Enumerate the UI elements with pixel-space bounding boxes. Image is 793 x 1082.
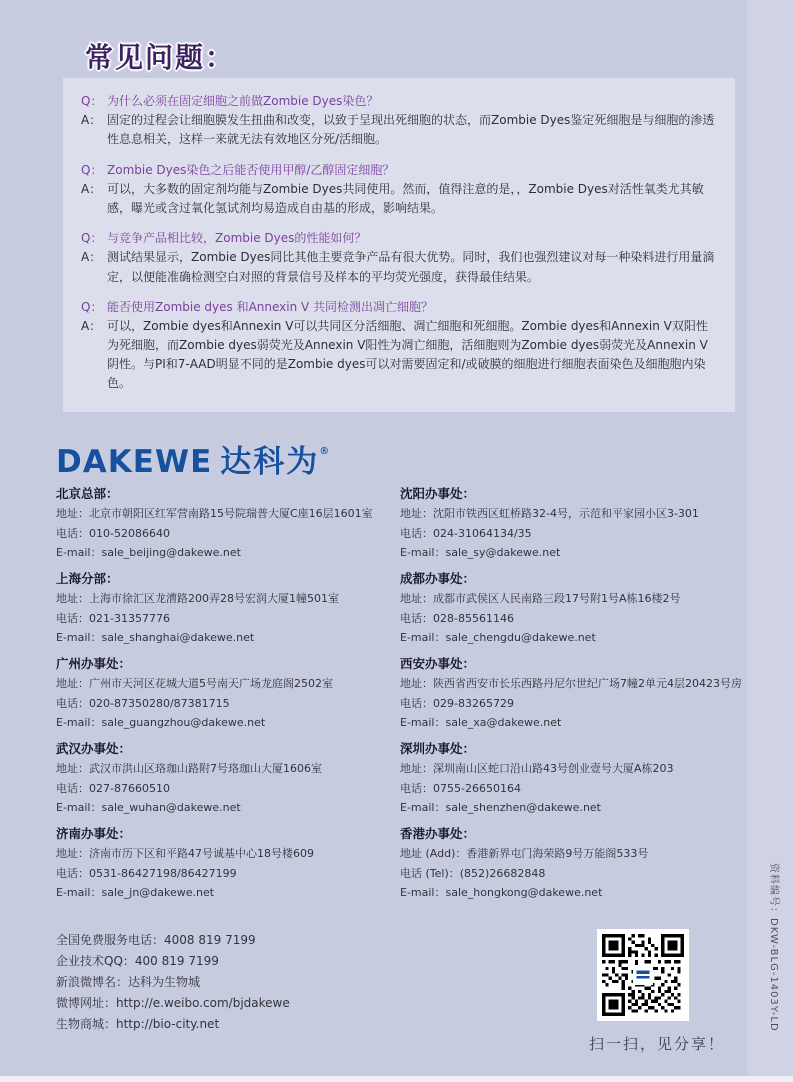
offices-right-column: [400, 484, 750, 909]
office-email: E-mail：sale_wuhan@dakewe.net: [56, 801, 241, 814]
office-phone: 电话：024-31064134/35: [400, 526, 532, 540]
weibo-url: 微博网址：http://e.weibo.com/bjdakewe: [56, 996, 290, 1010]
faq-answer: [81, 180, 715, 218]
answer-text: 测试结果显示，Zombie Dyes同比其他主要竞争产品有很大优势。同时，我们也强烈建议对每一种染料进行用量滴定，以便能准确检测空白对照的背景信号及样本的平均荧光强度，获得最佳结果。: [107, 250, 715, 284]
office-email: E-mail：sale_guangzhou@dakewe.net: [56, 716, 266, 729]
office-address: 地址：上海市徐汇区龙漕路200弄28号宏润大厦1幢501室: [56, 592, 339, 605]
office-email: E-mail：sale_shanghai@dakewe.net: [56, 631, 255, 644]
question-text: 为什么必须在固定细胞之前做Zombie Dyes染色？: [107, 94, 379, 108]
office-email: E-mail：sale_shenzhen@dakewe.net: [400, 801, 601, 814]
office-block-shanghai: [56, 569, 396, 654]
faq-question: [81, 161, 715, 180]
registered-trademark-icon: ®: [319, 446, 331, 457]
office-address: 地址：沈阳市铁西区虹桥路32-4号，示范和平家园小区3-301: [400, 507, 699, 520]
page-title: 常见问题：: [85, 41, 236, 74]
office-phone: 电话：0531-86427198/86427199: [56, 866, 237, 880]
office-block-beijing: [56, 484, 396, 569]
office-email: E-mail：sale_hongkong@dakewe.net: [400, 886, 603, 899]
office-address: 地址：深圳南山区蛇口沿山路43号创业壹号大厦A栋203: [400, 762, 674, 775]
office-name: 深圳办事处：: [400, 741, 476, 756]
office-phone: 电话：028-85561146: [400, 611, 514, 625]
office-phone: 电话：029-83265729: [400, 696, 514, 710]
footer-contact-info: [56, 930, 290, 1035]
office-email: E-mail：sale_jn@dakewe.net: [56, 886, 215, 899]
office-block-shenzhen: [400, 739, 750, 824]
office-address: 地址：广州市天河区花城大道5号南天广场龙庭阁2502室: [56, 677, 333, 690]
office-address: 地址：武汉市洪山区珞珈山路附7号珞珈山大厦1606室: [56, 762, 322, 775]
question-label: Q：: [81, 231, 103, 246]
answer-label: A：: [81, 318, 102, 333]
tech-qq: 企业技术QQ：400 819 7199: [56, 954, 219, 968]
bottom-edge-strip: [0, 1076, 793, 1082]
qr-code-image: [602, 934, 684, 1016]
question-text: 能否使用Zombie dyes 和Annexin V 共同检测出凋亡细胞？: [107, 299, 434, 314]
office-phone: 电话 (Tel)：(852)26682848: [400, 866, 546, 880]
question-text: Zombie Dyes染色之后能否使用甲醇/乙醇固定细胞？: [107, 162, 395, 177]
office-email: E-mail：sale_xa@dakewe.net: [400, 716, 562, 729]
question-label: Q：: [81, 162, 103, 177]
faq-item: [81, 298, 715, 394]
office-block-wuhan: [56, 739, 396, 824]
office-address: 地址：北京市朝阳区红军营南路15号院瑞普大厦C座16层1601室: [56, 507, 373, 520]
office-name: 广州办事处：: [56, 656, 132, 671]
office-email: E-mail：sale_chengdu@dakewe.net: [400, 631, 596, 644]
service-hotline: 全国免费服务电话：4008 819 7199: [56, 933, 256, 947]
office-block-hongkong: [400, 824, 750, 909]
faq-item: [81, 229, 715, 287]
office-address: 地址：成都市武侯区人民南路三段17号附1号A栋16楼2号: [400, 592, 681, 605]
faq-answer: [81, 248, 715, 286]
office-phone: 电话：021-31357776: [56, 611, 170, 625]
office-phone: 电话：0755-26650164: [400, 781, 521, 795]
document-code: 资料编号：DKW-BLG-1403Y-LD: [768, 863, 779, 1032]
answer-text: 可以，Zombie dyes和Annexin V可以共同区分活细胞、凋亡细胞和死细胞。Zombie dyes和Annexin V双阳性为死细胞，而Zombie dyes弱荧光及Annexin V阳性为凋亡细胞，活细胞则为Zombie dyes弱荧光及Annexin V阴性。与PI和7-AAD明显不同的是Zombie dyes可以对需要固定和/或破膜的细胞进行细胞表面染色及细胞胞内染色。: [107, 318, 708, 391]
office-block-xian: [400, 654, 750, 739]
dakewe-logo: [56, 436, 330, 481]
answer-text: 可以，大多数的固定剂均能与Zombie Dyes共同使用。然而，值得注意的是，，Zombie Dyes对活性氧类尤其敏感，曝光或含过氧化氢试剂均易造成自由基的形成，影响结果。: [107, 181, 704, 215]
office-block-shenyang: [400, 484, 750, 569]
question-label: Q：: [81, 94, 103, 108]
office-name: 成都办事处：: [400, 571, 476, 586]
answer-label: A：: [81, 113, 102, 128]
office-email: E-mail：sale_sy@dakewe.net: [400, 546, 561, 559]
qr-caption: 扫一扫，见分享！: [589, 1035, 726, 1053]
faq-answer: [81, 317, 715, 394]
weibo-name: 新浪微博名：达科为生物城: [56, 975, 201, 989]
logo-latin-text: DAKEWE: [56, 444, 213, 480]
answer-label: A：: [81, 250, 102, 265]
offices-left-column: [56, 484, 396, 909]
faq-question: [81, 229, 715, 248]
office-name: 北京总部：: [56, 486, 119, 501]
answer-label: A：: [81, 181, 102, 196]
office-phone: 电话：020-87350280/87381715: [56, 696, 230, 710]
office-phone: 电话：027-87660510: [56, 781, 170, 795]
qr-code: [597, 929, 689, 1021]
office-name: 上海分部：: [56, 571, 119, 586]
office-block-guangzhou: [56, 654, 396, 739]
faq-answer: [81, 111, 715, 149]
office-name: 济南办事处：: [56, 826, 132, 841]
office-name: 沈阳办事处：: [400, 486, 476, 501]
office-phone: 电话：010-52086640: [56, 526, 170, 540]
faq-item: [81, 92, 715, 150]
question-label: Q：: [81, 299, 103, 314]
office-name: 武汉办事处：: [56, 741, 132, 756]
qr-center-logo: [633, 965, 653, 985]
faq-box: [63, 78, 735, 412]
faq-question: [81, 92, 715, 111]
bio-mall-url: 生物商城：http://bio-city.net: [56, 1017, 220, 1031]
faq-question: [81, 298, 715, 317]
office-block-jinan: [56, 824, 396, 909]
office-address: 地址：陕西省西安市长乐西路丹尼尔世纪广场7幢2单元4层20423号房: [400, 677, 742, 690]
office-name: 香港办事处：: [400, 826, 476, 841]
answer-text: 固定的过程会让细胞膜发生扭曲和改变，以致于呈现出死细胞的状态，而Zombie Dyes鉴定死细胞是与细胞的渗透性息息相关，这样一来就无法有效地区分死/活细胞。: [107, 113, 715, 147]
office-address: 地址 (Add)：香港新界屯门海荣路9号万能阁533号: [400, 847, 649, 860]
office-address: 地址：济南市历下区和平路47号诚基中心18号楼609: [56, 847, 314, 860]
office-name: 西安办事处：: [400, 656, 476, 671]
question-text: 与竞争产品相比较，Zombie Dyes的性能如何？: [107, 231, 367, 246]
office-email: E-mail：sale_beijing@dakewe.net: [56, 546, 241, 559]
logo-cjk-text: 达科为: [220, 444, 320, 480]
faq-item: [81, 161, 715, 219]
office-block-chengdu: [400, 569, 750, 654]
